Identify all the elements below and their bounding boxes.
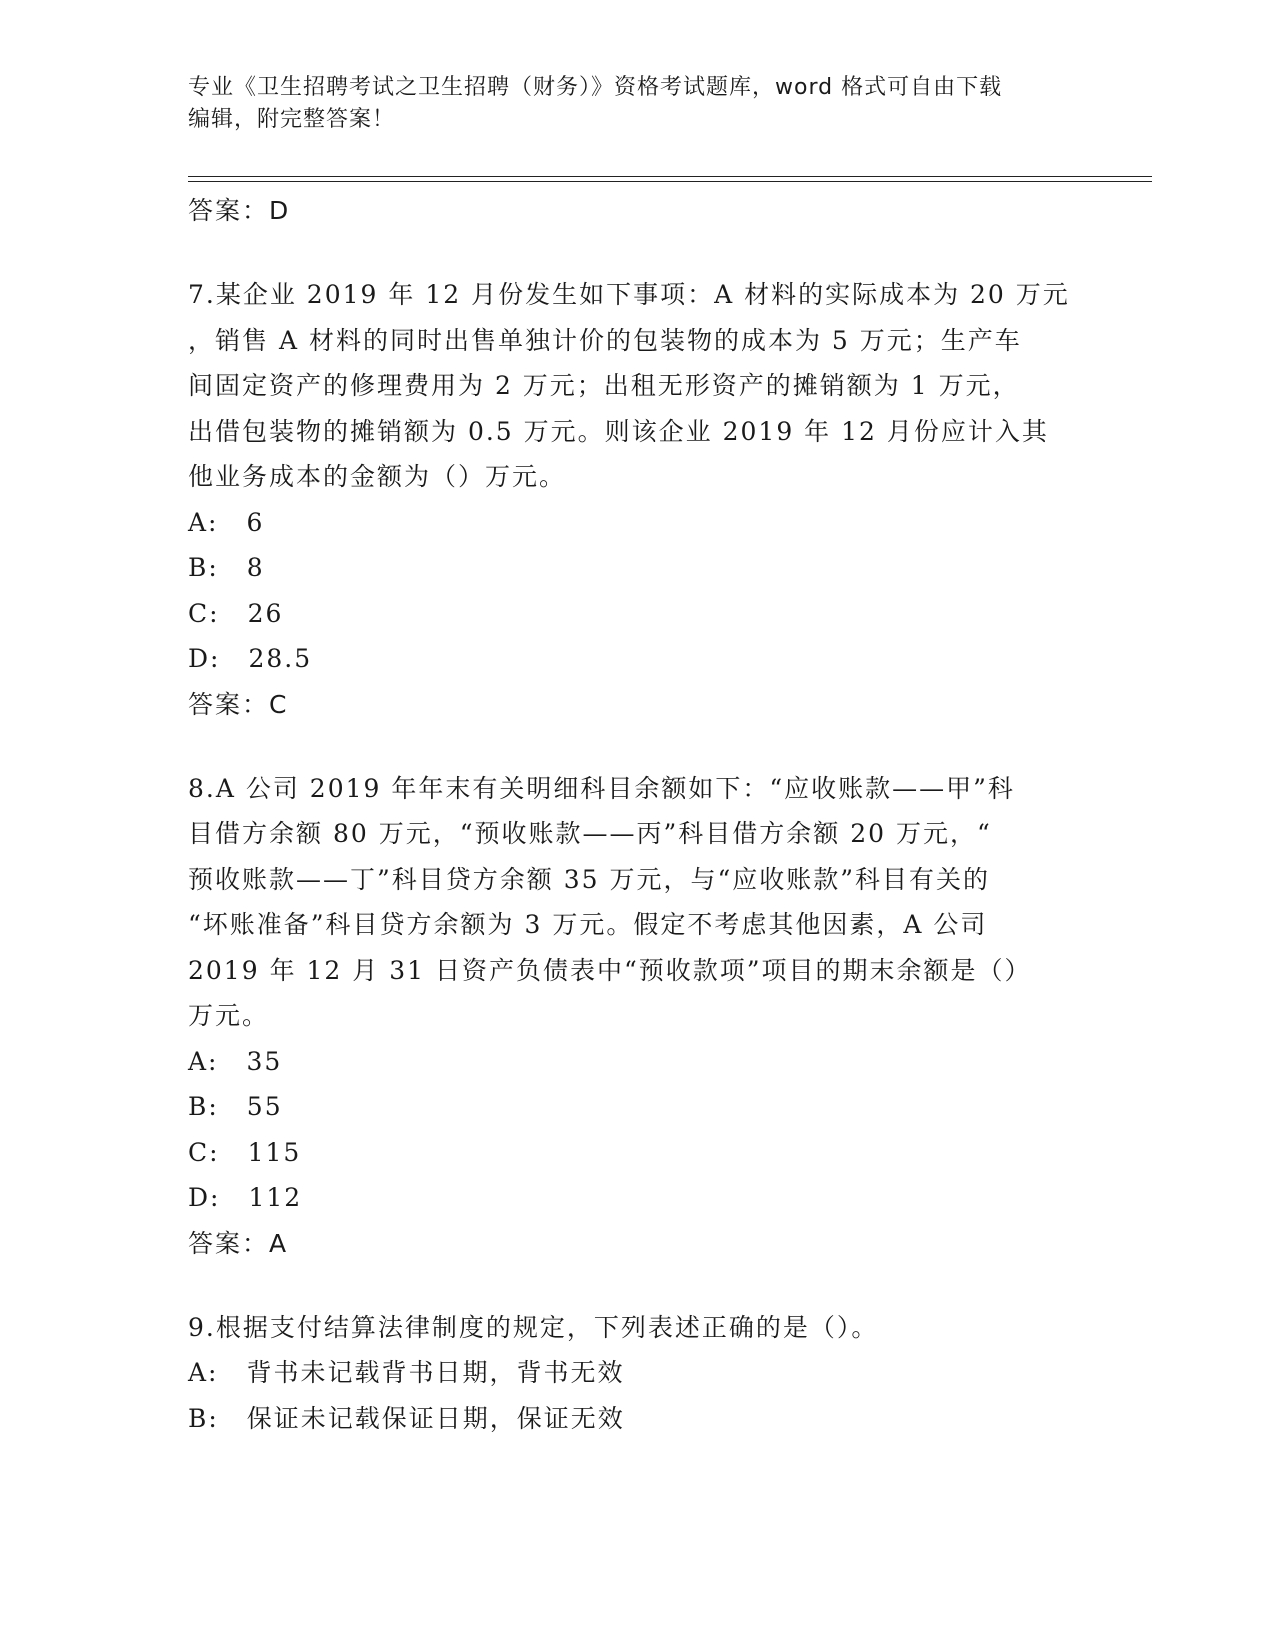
option-a xyxy=(188,500,1088,546)
question-line: 目借方余额 80 万元，“预收账款——丙”科目借方余额 20 万元，“ xyxy=(188,819,992,848)
option-key: A: xyxy=(188,1358,219,1387)
question-line: 9.根据支付结算法律制度的规定，下列表述正确的是（）。 xyxy=(188,1312,879,1342)
option-key: B: xyxy=(188,1403,219,1433)
option-text: 26 xyxy=(247,598,284,628)
answer-line: 答案：C xyxy=(188,689,289,719)
option-key: D: xyxy=(188,644,221,673)
option-d xyxy=(188,1175,1088,1221)
option-b xyxy=(188,1084,1088,1130)
option-key: A: xyxy=(188,1046,219,1076)
spacer xyxy=(188,728,1088,766)
question-text xyxy=(188,1305,1088,1351)
header-divider-top xyxy=(188,176,1152,177)
option-d xyxy=(188,636,1088,682)
option-text: 28.5 xyxy=(248,644,313,673)
option-key: C: xyxy=(188,598,220,628)
header-divider-bottom xyxy=(188,181,1152,182)
option-key: C: xyxy=(188,1137,220,1167)
option-a xyxy=(188,1039,1088,1085)
question-line: 7.某企业 2019 年 12 月份发生如下事项：A 材料的实际成本为 20 万元 xyxy=(188,280,1070,309)
option-key: B: xyxy=(188,553,219,582)
question-line: 出借包装物的摊销额为 0.5 万元。则该企业 2019 年 12 月份应计入其 xyxy=(188,416,1049,446)
option-text: 55 xyxy=(246,1092,283,1121)
option-key: D: xyxy=(188,1183,221,1212)
option-c xyxy=(188,591,1088,637)
question-line: 间固定资产的修理费用为 2 万元；出租无形资产的摊销额为 1 万元， xyxy=(188,371,1020,400)
document-header xyxy=(188,72,1088,136)
question-line: 8.A 公司 2019 年年末有关明细科目余额如下：“应收账款——甲”科 xyxy=(188,773,1015,803)
question-7 xyxy=(188,272,1088,728)
option-c xyxy=(188,1130,1088,1176)
answer-line: 答案：A xyxy=(188,1228,289,1258)
question-text xyxy=(188,272,1088,500)
question-line: 他业务成本的金额为（）万元。 xyxy=(188,462,567,491)
question-8 xyxy=(188,766,1088,1267)
header-line-1: 专业《卫生招聘考试之卫生招聘（财务）》资格考试题库，word 格式可自由下载 xyxy=(188,75,1003,100)
question-line: ，销售 A 材料的同时出售单独计价的包装物的成本为 5 万元；生产车 xyxy=(188,325,1022,355)
question-line: 预收账款——丁”科目贷方余额 35 万元，与“应收账款”科目有关的 xyxy=(188,864,991,894)
question-line: 2019 年 12 月 31 日资产负债表中“预收款项”项目的期末余额是（） xyxy=(188,955,1032,985)
question-9 xyxy=(188,1305,1088,1442)
question-line: 万元。 xyxy=(188,1001,270,1030)
option-text: 6 xyxy=(246,507,265,537)
option-key: A: xyxy=(188,507,219,537)
question-line: “坏账准备”科目贷方余额为 3 万元。假定不考虑其他因素，A 公司 xyxy=(188,910,988,939)
option-text: 112 xyxy=(248,1183,303,1212)
option-text: 背书未记载背书日期，背书无效 xyxy=(246,1358,625,1387)
option-text: 115 xyxy=(247,1137,302,1167)
question-text xyxy=(188,766,1088,1039)
previous-answer: 答案：D xyxy=(188,196,291,225)
option-a xyxy=(188,1350,1088,1396)
spacer xyxy=(188,234,1088,272)
document-body xyxy=(188,188,1088,1441)
option-b xyxy=(188,1396,1088,1442)
option-text: 保证未记载保证日期，保证无效 xyxy=(246,1403,625,1433)
header-line-2: 编辑，附完整答案！ xyxy=(188,107,396,132)
option-key: B: xyxy=(188,1092,219,1121)
option-b xyxy=(188,545,1088,591)
option-text: 35 xyxy=(246,1046,283,1076)
spacer xyxy=(188,1267,1088,1305)
option-text: 8 xyxy=(246,553,265,582)
